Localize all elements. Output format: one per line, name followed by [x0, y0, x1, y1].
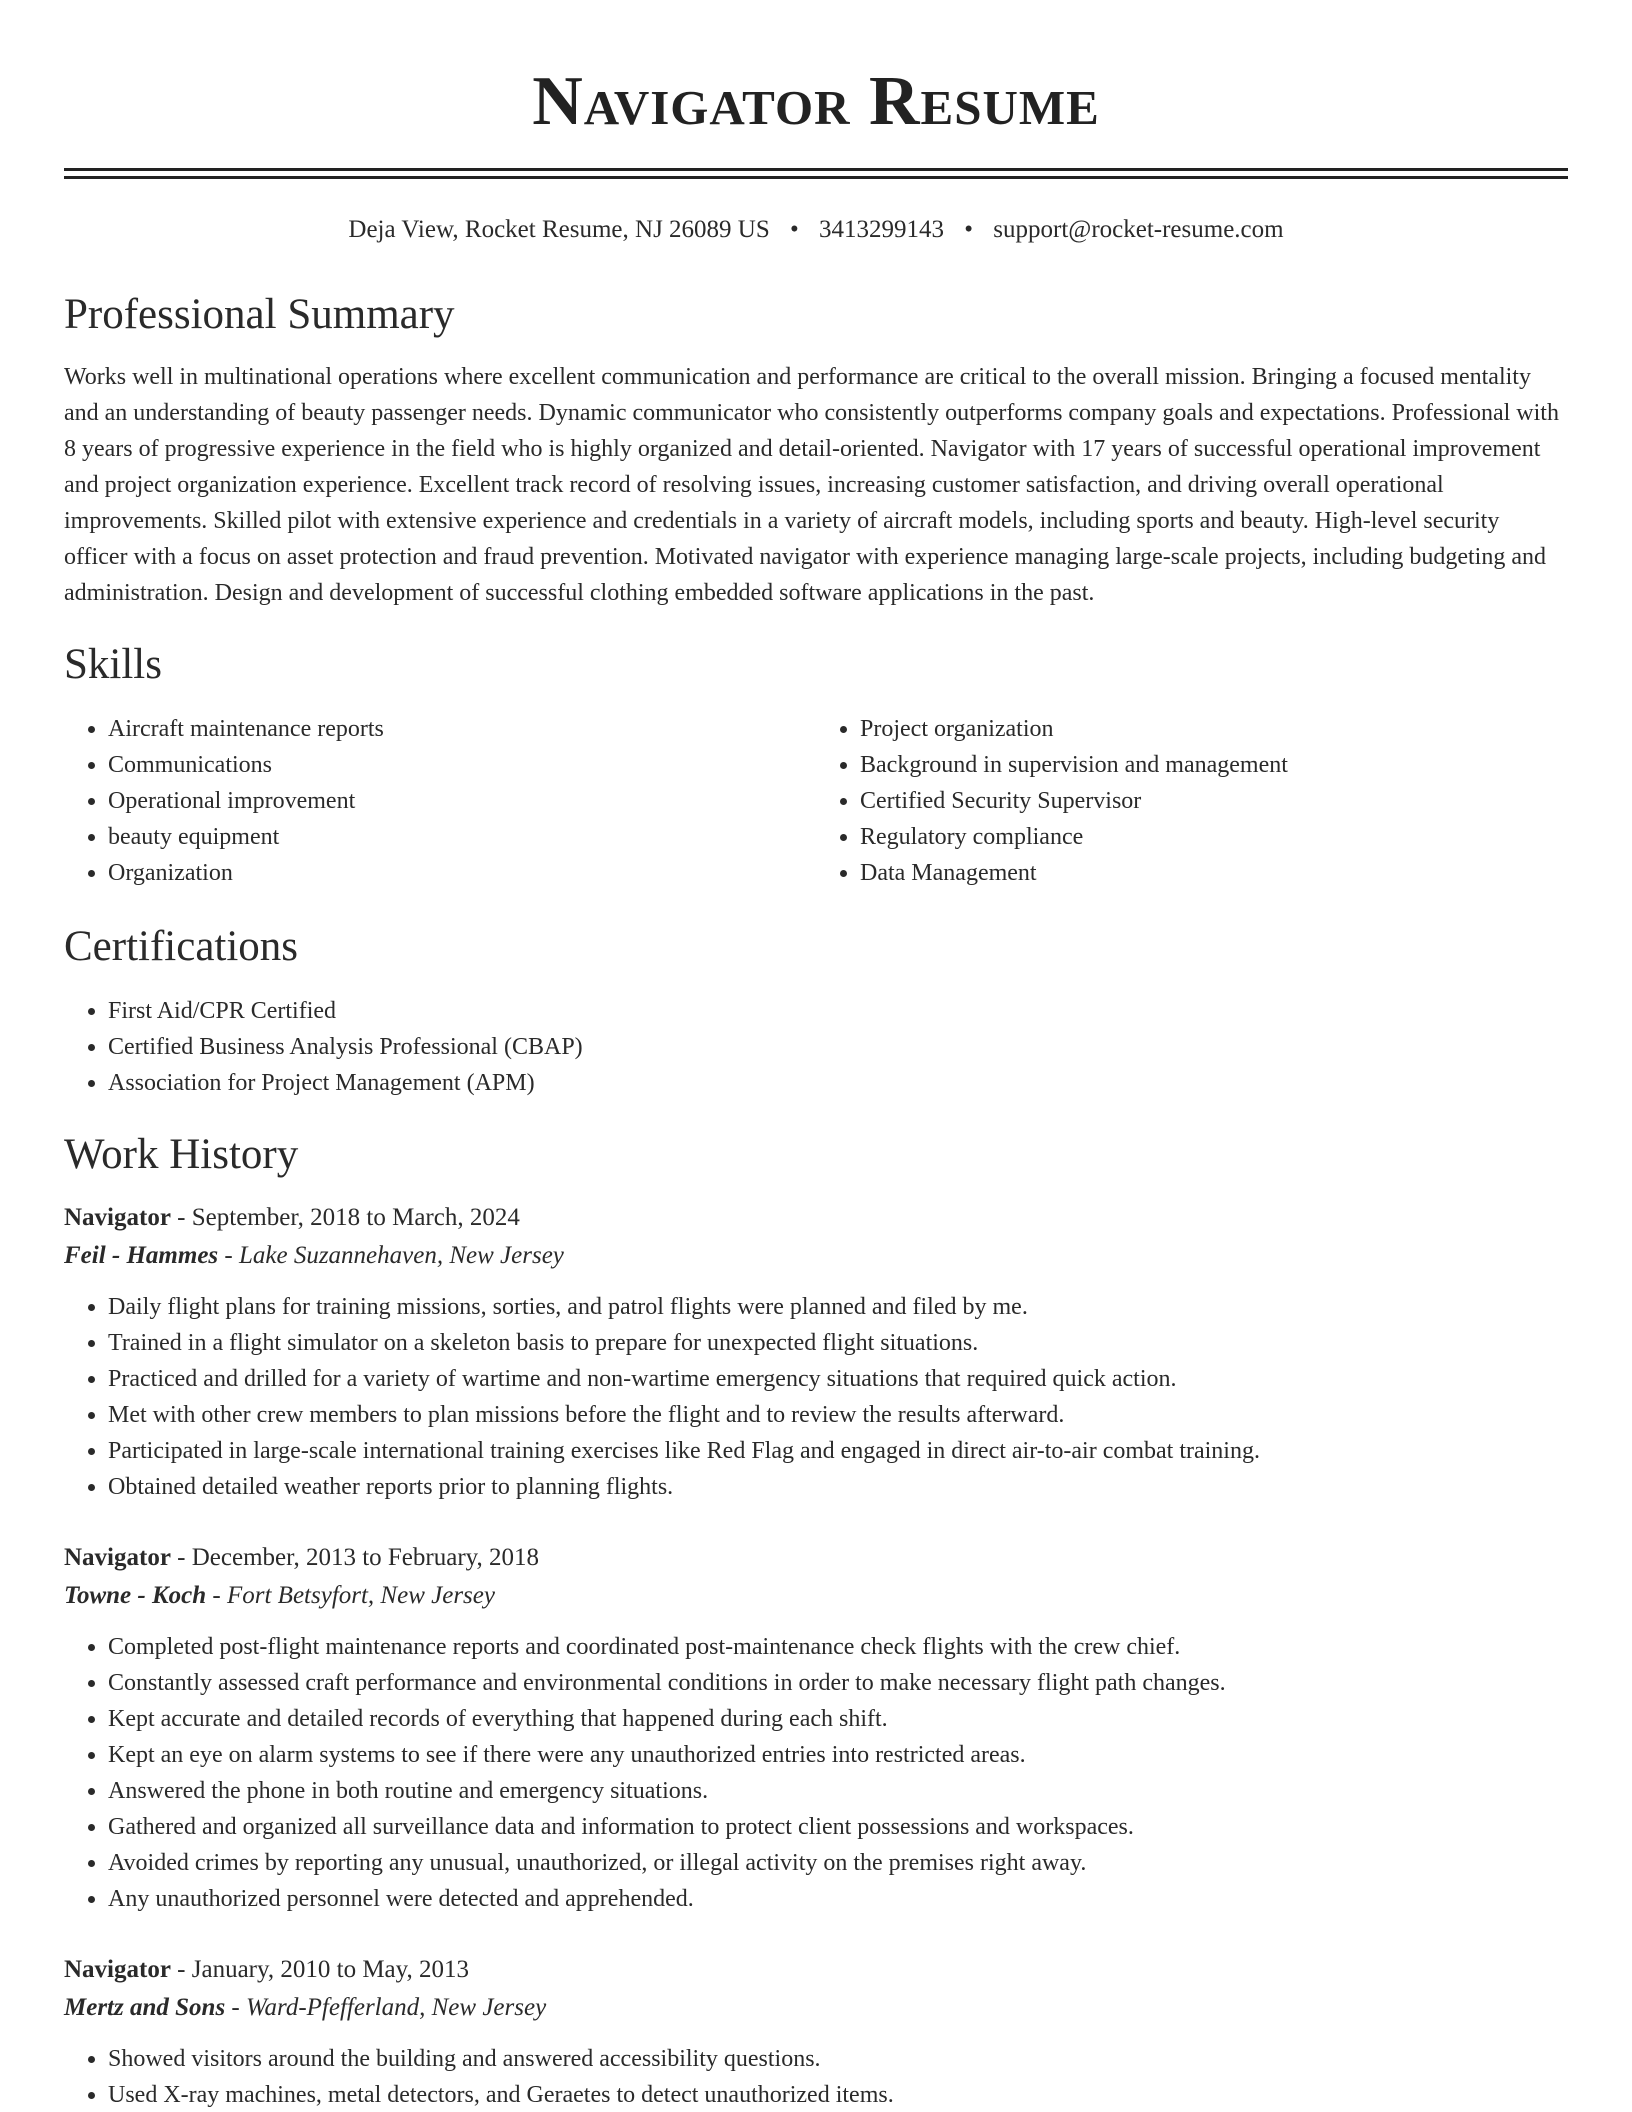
skill-item: • Organization	[108, 855, 816, 891]
job-bullet: • Kept accurate and detailed records of everything that happened during each shift.	[108, 1701, 1568, 1737]
skill-item: • Regulatory compliance	[860, 819, 1568, 855]
certification-item: • First Aid/CPR Certified	[108, 993, 1568, 1029]
skill-item: • Operational improvement	[108, 783, 816, 819]
skill-item: • Certified Security Supervisor	[860, 783, 1568, 819]
skills-list-left	[64, 711, 816, 891]
job-title-line	[64, 1199, 1568, 1237]
job-company-line	[64, 1237, 1568, 1275]
contact-separator: •	[790, 216, 799, 243]
job-location: - Lake Suzannehaven, New Jersey	[218, 1242, 564, 1269]
job-dates: - January, 2010 to May, 2013	[170, 1956, 470, 1983]
job-bullet: • Practiced and drilled for a variety of wartime and non-wartime emergency situations that required quick action.	[108, 1361, 1568, 1397]
job-bullet: • Participated in large-scale international training exercises like Red Flag and engaged in direct air-to-air combat training.	[108, 1433, 1568, 1469]
skill-item: • Background in supervision and management	[860, 747, 1568, 783]
skill-item: • beauty equipment	[108, 819, 816, 855]
job-title: Navigator	[64, 1956, 171, 1983]
job-bullet: • Answered the phone in both routine and emergency situations.	[108, 1773, 1568, 1809]
job-bullets	[64, 2041, 1568, 2112]
job-bullets	[64, 1629, 1568, 1917]
job-bullet: • Gathered and organized all surveillance data and information to protect client possessions and workspaces.	[108, 1809, 1568, 1845]
job-bullet: • Kept an eye on alarm systems to see if there were any unauthorized entries into restricted areas.	[108, 1737, 1568, 1773]
job-bullet: • Trained in a flight simulator on a skeleton basis to prepare for unexpected flight situations.	[108, 1325, 1568, 1361]
job-title: Navigator	[64, 1544, 171, 1571]
contact-line	[64, 213, 1568, 247]
job-bullet: • Used X-ray machines, metal detectors, and Geraetes to detect unauthorized items.	[108, 2077, 1568, 2112]
job-bullet: • Completed post-flight maintenance reports and coordinated post-maintenance check flights with the crew chief.	[108, 1629, 1568, 1665]
job-entry	[64, 1199, 1568, 1505]
job-dates: - September, 2018 to March, 2024	[170, 1204, 520, 1231]
job-bullets	[64, 1289, 1568, 1505]
job-company: Towne - Koch	[64, 1582, 207, 1609]
certifications-list	[64, 993, 1568, 1101]
job-company-line	[64, 1989, 1568, 2027]
job-location: - Ward-Pfefferland, New Jersey	[225, 1994, 547, 2021]
skills-list-right	[816, 711, 1568, 891]
skills-heading: Skills	[64, 641, 162, 688]
certification-item: • Association for Project Management (APM)	[108, 1065, 1568, 1101]
contact-phone: 3413299143	[819, 216, 945, 243]
job-bullet: • Constantly assessed craft performance and environmental conditions in order to make necessary flight path changes.	[108, 1665, 1568, 1701]
contact-address: Deja View, Rocket Resume, NJ 26089 US	[348, 216, 770, 243]
job-bullet: • Avoided crimes by reporting any unusual, unauthorized, or illegal activity on the premises right away.	[108, 1845, 1568, 1881]
certification-item: • Certified Business Analysis Professional (CBAP)	[108, 1029, 1568, 1065]
job-title-line	[64, 1539, 1568, 1577]
summary-heading: Professional Summary	[64, 291, 455, 338]
job-company-line	[64, 1577, 1568, 1615]
job-entry	[64, 1951, 1568, 2112]
skill-item: • Communications	[108, 747, 816, 783]
certifications-heading: Certifications	[64, 923, 299, 970]
resume-title: Navigator Resume	[532, 63, 1100, 140]
contact-email: support@rocket-resume.com	[993, 216, 1284, 243]
job-bullet: • Daily flight plans for training missions, sorties, and patrol flights were planned and filed by me.	[108, 1289, 1568, 1325]
job-entry	[64, 1539, 1568, 1917]
job-dates: - December, 2013 to February, 2018	[170, 1544, 540, 1571]
skill-item: • Project organization	[860, 711, 1568, 747]
job-company: Mertz and Sons	[64, 1994, 226, 2021]
job-title: Navigator	[64, 1204, 171, 1231]
job-location: - Fort Betsyfort, New Jersey	[206, 1582, 495, 1609]
contact-separator: •	[964, 216, 974, 243]
job-bullet: • Showed visitors around the building and answered accessibility questions.	[108, 2041, 1568, 2077]
job-bullet: • Obtained detailed weather reports prior to planning flights.	[108, 1469, 1568, 1505]
skills-columns	[64, 711, 1568, 891]
job-company: Feil - Hammes	[64, 1242, 219, 1269]
job-bullet: • Met with other crew members to plan missions before the flight and to review the results afterward.	[108, 1397, 1568, 1433]
skill-item: • Data Management	[860, 855, 1568, 891]
summary-text: Works well in multinational operations where excellent communication and performance are critical to the overall mission. Bringing a focused mentality and an understanding of beauty passenger needs. Dynamic communicator who consistently outperforms company goals and expectations. Professional with 8 years of progressive experience in the field who is highly organized and detail-oriented. Navigator with 17 years of successful operational improvement and project organization experience. Excellent track record of resolving issues, increasing customer satisfaction, and driving overall operational improvements. Skilled pilot with extensive experience and credentials in a variety of aircraft models, including sports and beauty. High-level security officer with a focus on asset protection and fraud prevention. Motivated navigator with experience managing large-scale projects, including budgeting and administration. Design and development of successful clothing embedded software applications in the past.	[64, 364, 1559, 606]
job-bullet: • Any unauthorized personnel were detected and apprehended.	[108, 1881, 1568, 1917]
header-double-rule	[64, 168, 1568, 179]
skill-item: • Aircraft maintenance reports	[108, 711, 816, 747]
work-history-heading: Work History	[64, 1131, 299, 1178]
job-title-line	[64, 1951, 1568, 1989]
